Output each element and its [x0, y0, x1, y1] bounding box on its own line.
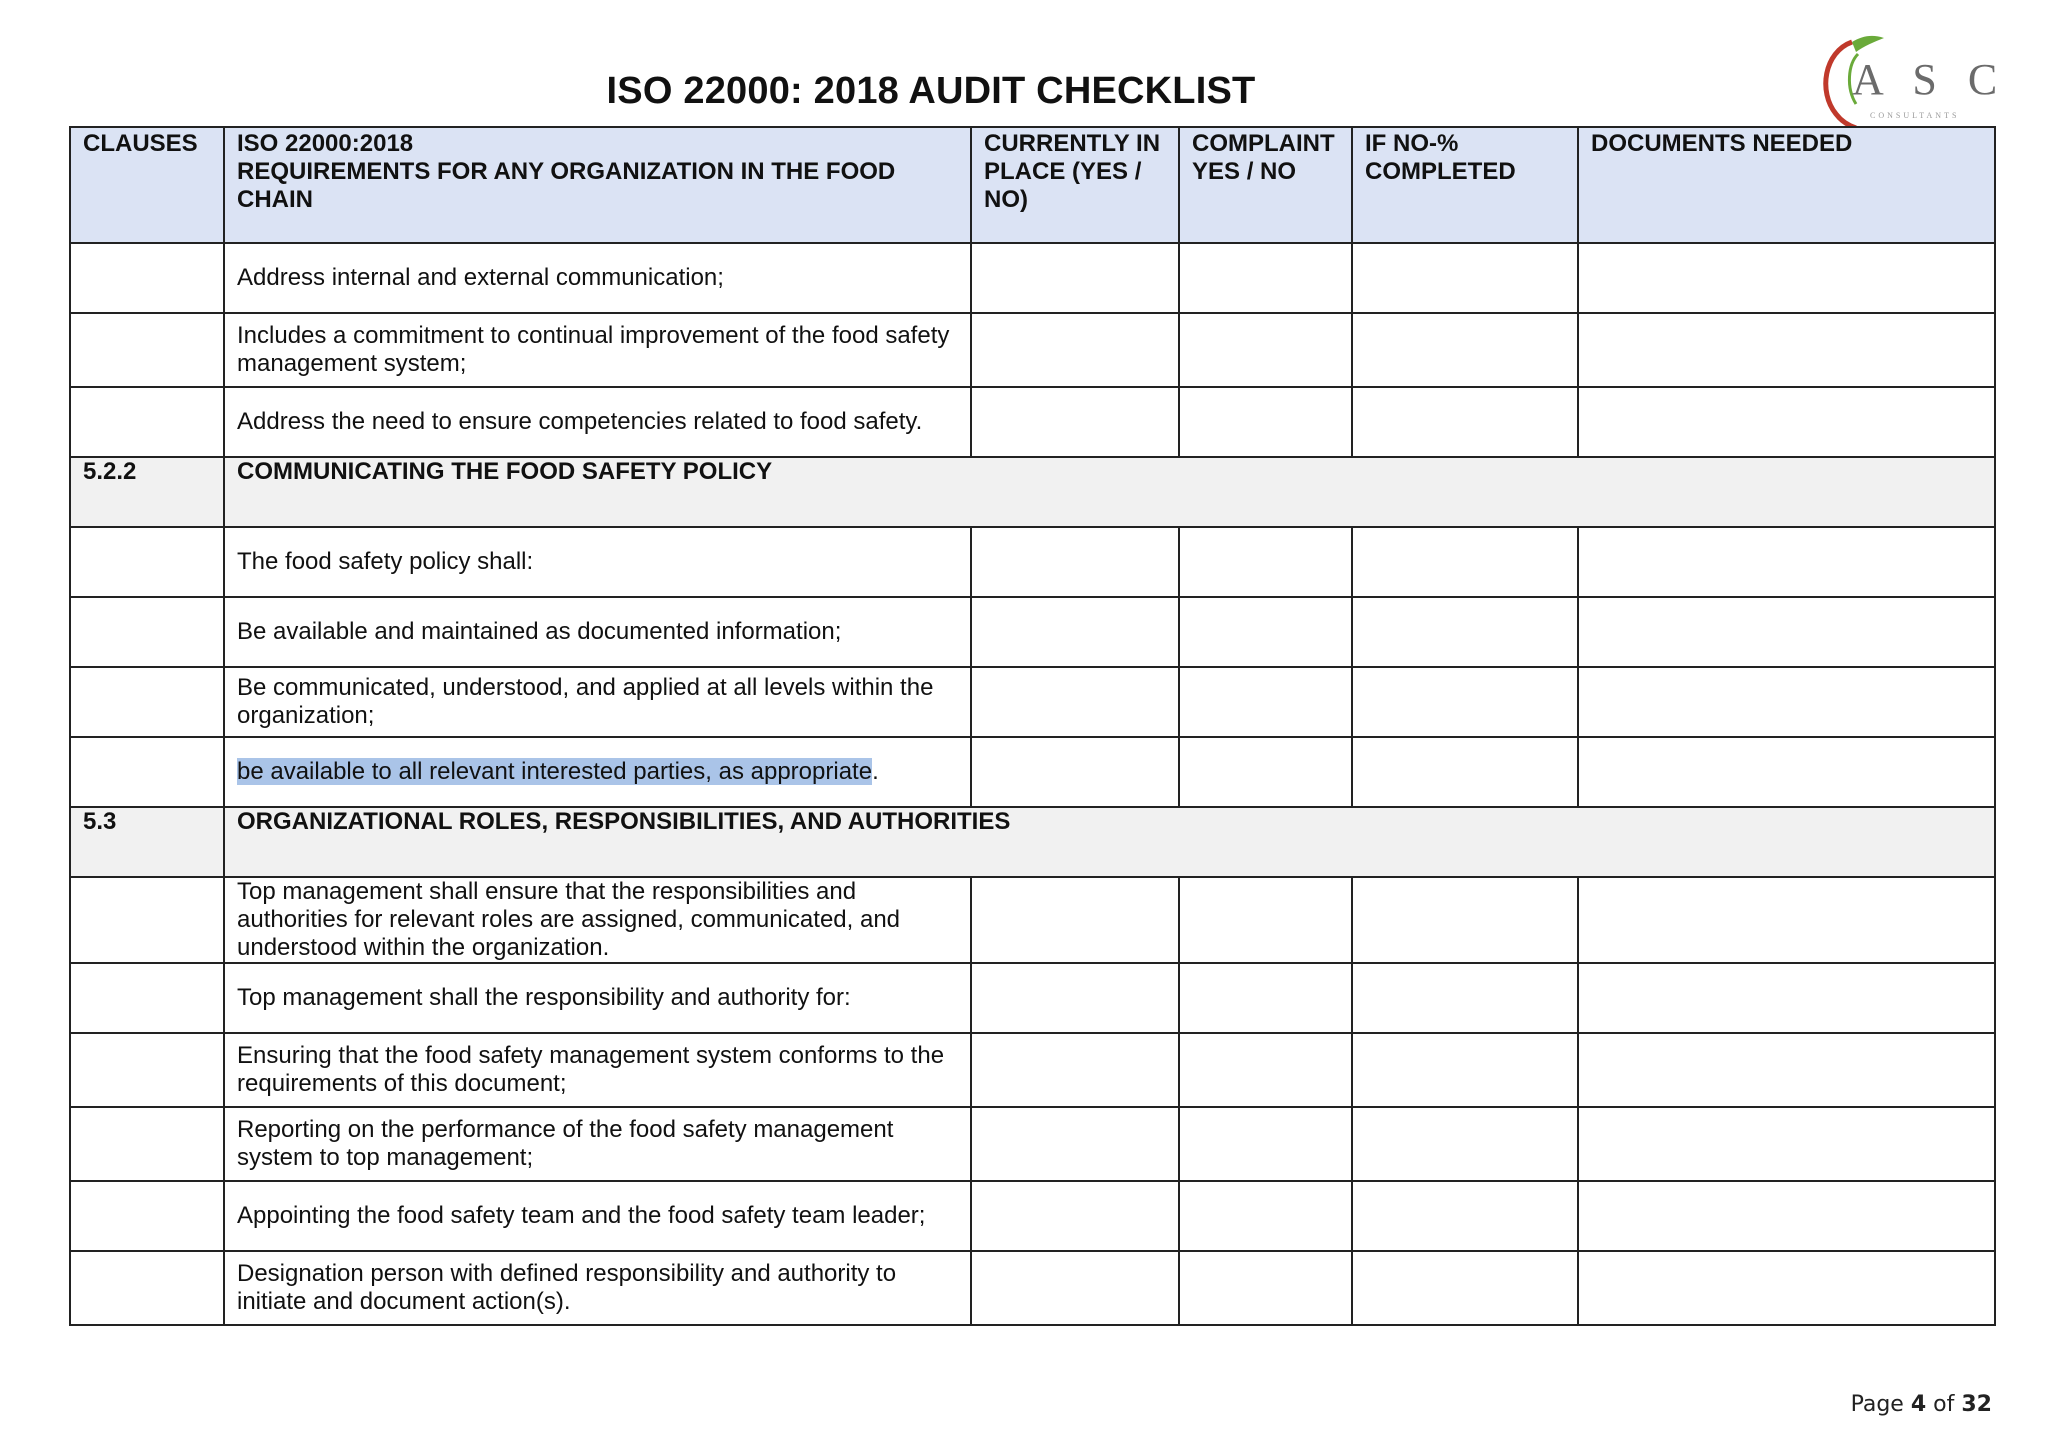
in-place-cell[interactable]	[971, 963, 1179, 1033]
documents-cell[interactable]	[1578, 667, 1995, 737]
documents-cell[interactable]	[1578, 737, 1995, 807]
completed-cell[interactable]	[1352, 1107, 1578, 1181]
completed-cell[interactable]	[1352, 1251, 1578, 1325]
requirement-cell: Top management shall the responsibility and authority for:	[224, 963, 971, 1033]
table-row	[70, 313, 1995, 387]
complaint-cell[interactable]	[1179, 1181, 1352, 1251]
requirement-tail: .	[872, 758, 879, 785]
section-title: COMMUNICATING THE FOOD SAFETY POLICY	[224, 457, 1995, 527]
table-row	[70, 667, 1995, 737]
in-place-cell[interactable]	[971, 527, 1179, 597]
header-complaint: COMPLAINT YES / NO	[1179, 127, 1352, 243]
complaint-cell[interactable]	[1179, 667, 1352, 737]
page-total: 32	[1961, 1392, 1992, 1417]
requirement-cell: Address the need to ensure competencies related to food safety.	[224, 387, 971, 457]
completed-cell[interactable]	[1352, 877, 1578, 963]
completed-cell[interactable]	[1352, 963, 1578, 1033]
table-row	[70, 597, 1995, 667]
clause-cell	[70, 1107, 224, 1181]
in-place-cell[interactable]	[971, 313, 1179, 387]
audit-checklist-table	[69, 126, 1996, 1326]
requirement-cell: Appointing the food safety team and the food safety team leader;	[224, 1181, 971, 1251]
in-place-cell[interactable]	[971, 1181, 1179, 1251]
complaint-cell[interactable]	[1179, 1251, 1352, 1325]
completed-cell[interactable]	[1352, 597, 1578, 667]
header-requirements	[224, 127, 971, 243]
page-number	[1851, 1392, 1992, 1417]
header-requirements-standard: ISO 22000:2018	[237, 130, 414, 157]
header-requirements-desc: REQUIREMENTS FOR ANY ORGANIZATION IN THE FOOD CHAIN	[237, 158, 896, 213]
complaint-cell[interactable]	[1179, 597, 1352, 667]
clause-cell	[70, 1033, 224, 1107]
documents-cell[interactable]	[1578, 1107, 1995, 1181]
table-row	[70, 387, 1995, 457]
requirement-cell: Be available and maintained as documented information;	[224, 597, 971, 667]
completed-cell[interactable]	[1352, 667, 1578, 737]
complaint-cell[interactable]	[1179, 737, 1352, 807]
requirement-cell: Top management shall ensure that the responsibilities and authorities for relevant roles are assigned, communicated, and understood within the organization.	[224, 877, 971, 963]
table-row	[70, 1107, 1995, 1181]
documents-cell[interactable]	[1578, 597, 1995, 667]
section-clause: 5.3	[70, 807, 224, 877]
in-place-cell[interactable]	[971, 1107, 1179, 1181]
header-currently-in-place: CURRENTLY IN PLACE (YES / NO)	[971, 127, 1179, 243]
page-prefix: Page	[1850, 1392, 1904, 1417]
section-row-5-2-2	[70, 457, 1995, 527]
complaint-cell[interactable]	[1179, 963, 1352, 1033]
header-if-no-completed: IF NO-% COMPLETED	[1352, 127, 1578, 243]
complaint-cell[interactable]	[1179, 387, 1352, 457]
section-row-5-3	[70, 807, 1995, 877]
documents-cell[interactable]	[1578, 243, 1995, 313]
table-row	[70, 1251, 1995, 1325]
in-place-cell[interactable]	[971, 597, 1179, 667]
complaint-cell[interactable]	[1179, 1033, 1352, 1107]
page-title: ISO 22000: 2018 AUDIT CHECKLIST	[606, 70, 1256, 112]
table-row	[70, 877, 1995, 963]
completed-cell[interactable]	[1352, 737, 1578, 807]
requirement-cell: Designation person with defined responsibility and authority to initiate and document action(s).	[224, 1251, 971, 1325]
documents-cell[interactable]	[1578, 1251, 1995, 1325]
complaint-cell[interactable]	[1179, 527, 1352, 597]
in-place-cell[interactable]	[971, 667, 1179, 737]
completed-cell[interactable]	[1352, 387, 1578, 457]
documents-cell[interactable]	[1578, 527, 1995, 597]
clause-cell	[70, 243, 224, 313]
complaint-cell[interactable]	[1179, 1107, 1352, 1181]
in-place-cell[interactable]	[971, 877, 1179, 963]
clause-cell	[70, 877, 224, 963]
complaint-cell[interactable]	[1179, 877, 1352, 963]
completed-cell[interactable]	[1352, 527, 1578, 597]
logo-subtitle: CONSULTANTS	[1870, 111, 1960, 120]
logo-letters: A S C	[1852, 55, 2008, 104]
table-row	[70, 527, 1995, 597]
documents-cell[interactable]	[1578, 963, 1995, 1033]
table-row	[70, 737, 1995, 807]
requirement-cell: Reporting on the performance of the food safety management system to top management;	[224, 1107, 971, 1181]
documents-cell[interactable]	[1578, 387, 1995, 457]
documents-cell[interactable]	[1578, 313, 1995, 387]
clause-cell	[70, 313, 224, 387]
clause-cell	[70, 387, 224, 457]
complaint-cell[interactable]	[1179, 313, 1352, 387]
section-clause: 5.2.2	[70, 457, 224, 527]
completed-cell[interactable]	[1352, 243, 1578, 313]
clause-cell	[70, 1251, 224, 1325]
clause-cell	[70, 963, 224, 1033]
in-place-cell[interactable]	[971, 737, 1179, 807]
clause-cell	[70, 667, 224, 737]
requirement-cell: Address internal and external communication;	[224, 243, 971, 313]
complaint-cell[interactable]	[1179, 243, 1352, 313]
page-current: 4	[1910, 1392, 1927, 1417]
in-place-cell[interactable]	[971, 1251, 1179, 1325]
requirement-cell	[224, 737, 971, 807]
documents-cell[interactable]	[1578, 1033, 1995, 1107]
header-row	[70, 127, 1995, 243]
header-documents-needed: DOCUMENTS NEEDED	[1578, 127, 1995, 243]
page-of: of	[1933, 1392, 1955, 1417]
completed-cell[interactable]	[1352, 1181, 1578, 1251]
completed-cell[interactable]	[1352, 1033, 1578, 1107]
table-row	[70, 1181, 1995, 1251]
clause-cell	[70, 527, 224, 597]
clause-cell	[70, 1181, 224, 1251]
table-row	[70, 963, 1995, 1033]
in-place-cell[interactable]	[971, 243, 1179, 313]
clause-cell	[70, 737, 224, 807]
documents-cell[interactable]	[1578, 1181, 1995, 1251]
in-place-cell[interactable]	[971, 387, 1179, 457]
completed-cell[interactable]	[1352, 313, 1578, 387]
section-title: ORGANIZATIONAL ROLES, RESPONSIBILITIES, AND AUTHORITIES	[224, 807, 1995, 877]
documents-cell[interactable]	[1578, 877, 1995, 963]
clause-cell	[70, 597, 224, 667]
requirement-cell: Be communicated, understood, and applied at all levels within the organization;	[224, 667, 971, 737]
requirement-cell: Ensuring that the food safety management system conforms to the requirements of this document;	[224, 1033, 971, 1107]
table-row	[70, 243, 1995, 313]
in-place-cell[interactable]	[971, 1033, 1179, 1107]
header-clauses: CLAUSES	[70, 127, 224, 243]
requirement-cell: The food safety policy shall:	[224, 527, 971, 597]
table-row	[70, 1033, 1995, 1107]
selected-text[interactable]: be available to all relevant interested parties, as appropriate	[237, 758, 873, 785]
requirement-cell: Includes a commitment to continual improvement of the food safety management system;	[224, 313, 971, 387]
